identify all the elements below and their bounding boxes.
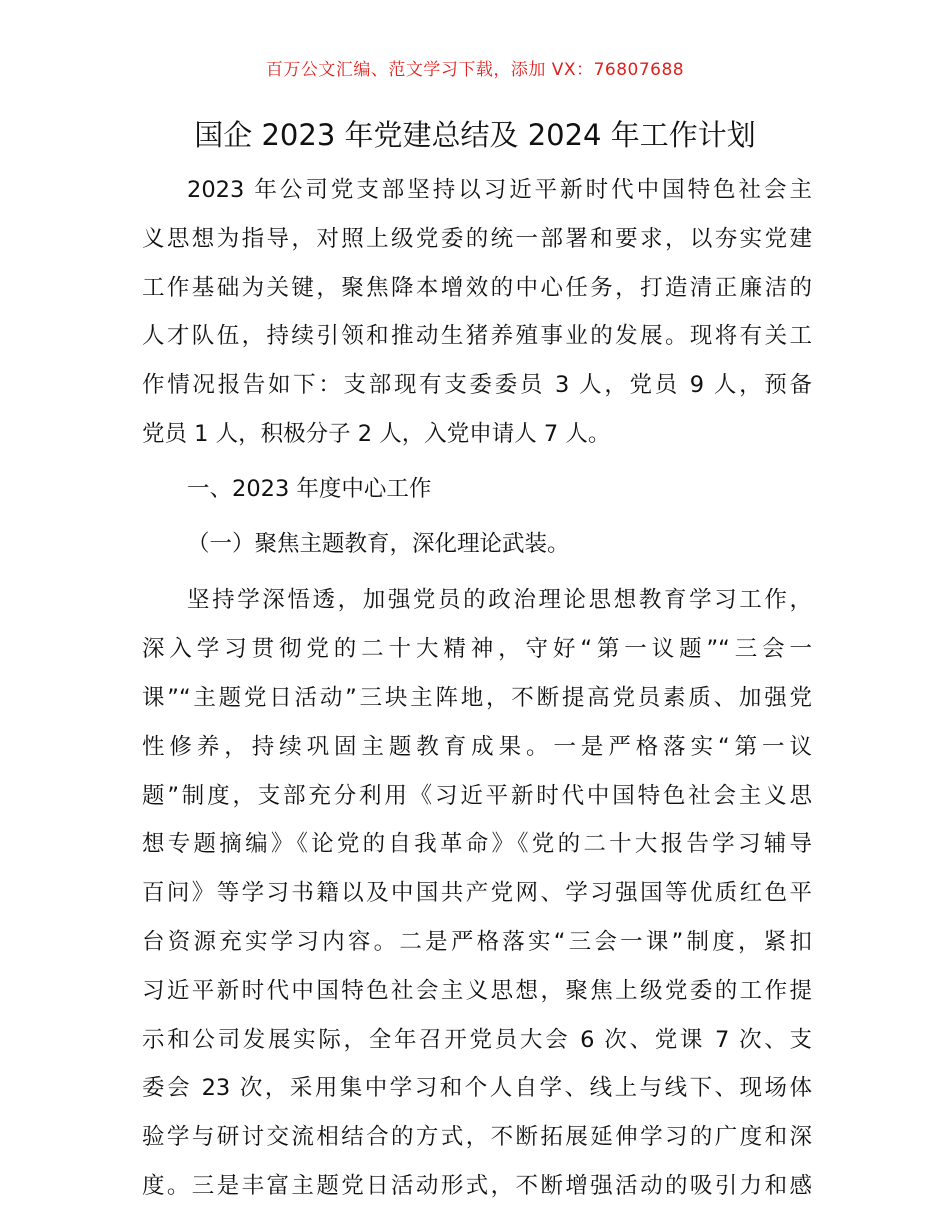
intro-paragraph [142,166,812,459]
paragraph-line: 度。三是丰富主题党日活动形式，不断增强活动的吸引力和感 [142,1172,812,1199]
paragraph-line: 课”“主题党日活动”三块主阵地，不断提高党员素质、加强党 [142,684,812,711]
paragraph-line: 性修养，持续巩固主题教育成果。一是严格落实“第一议 [142,733,812,760]
paragraph-line: 示和公司发展实际，全年召开党员大会 6 次、党课 7 次、支 [142,1026,812,1053]
paragraph-line: 工作基础为关键，聚焦降本增效的中心任务，打造清正廉洁的 [142,274,812,301]
paragraph-line: 深入学习贯彻党的二十大精神，守好“第一议题”“三会一 [142,636,812,663]
paragraph-line: 坚持学深悟透，加强党员的政治理论思想教育学习工作， [187,587,812,614]
section-heading: 一、2023 年度中心工作 [187,475,432,502]
paragraph-line: 义思想为指导，对照上级党委的统一部署和要求，以夯实党建 [142,225,812,252]
subsection-heading: （一）聚焦主题教育，深化理论武装。 [187,530,570,557]
paragraph-line: 验学与研讨交流相结合的方式，不断拓展延伸学习的广度和深 [142,1124,812,1151]
paragraph-line: 想专题摘编》《论党的自我革命》《党的二十大报告学习辅导 [142,831,812,858]
paragraph-line: 台资源充实学习内容。二是严格落实“三会一课”制度，紧扣 [142,928,812,955]
watermark-banner: 百万公文汇编、范文学习下载，添加 VX：76807688 [265,60,685,80]
paragraph-line: 委会 23 次，采用集中学习和个人自学、线上与线下、现场体 [142,1075,812,1102]
body-paragraph [142,576,812,1210]
document-title: 国企 2023 年党建总结及 2024 年工作计划 [194,118,756,152]
paragraph-line: 题”制度，支部充分利用《习近平新时代中国特色社会主义思 [142,782,812,809]
paragraph-line: 作情况报告如下：支部现有支委委员 3 人，党员 9 人，预备 [142,372,812,399]
paragraph-line: 习近平新时代中国特色社会主义思想，聚焦上级党委的工作提 [142,977,812,1004]
paragraph-line: 2023 年公司党支部坚持以习近平新时代中国特色社会主 [187,177,812,203]
paragraph-line: 人才队伍，持续引领和推动生猪养殖事业的发展。现将有关工 [142,323,812,350]
paragraph-line: 党员 1 人，积极分子 2 人，入党申请人 7 人。 [142,420,611,447]
document-body [142,166,812,1211]
paragraph-line: 百问》等学习书籍以及中国共产党网、学习强国等优质红色平 [142,880,812,907]
